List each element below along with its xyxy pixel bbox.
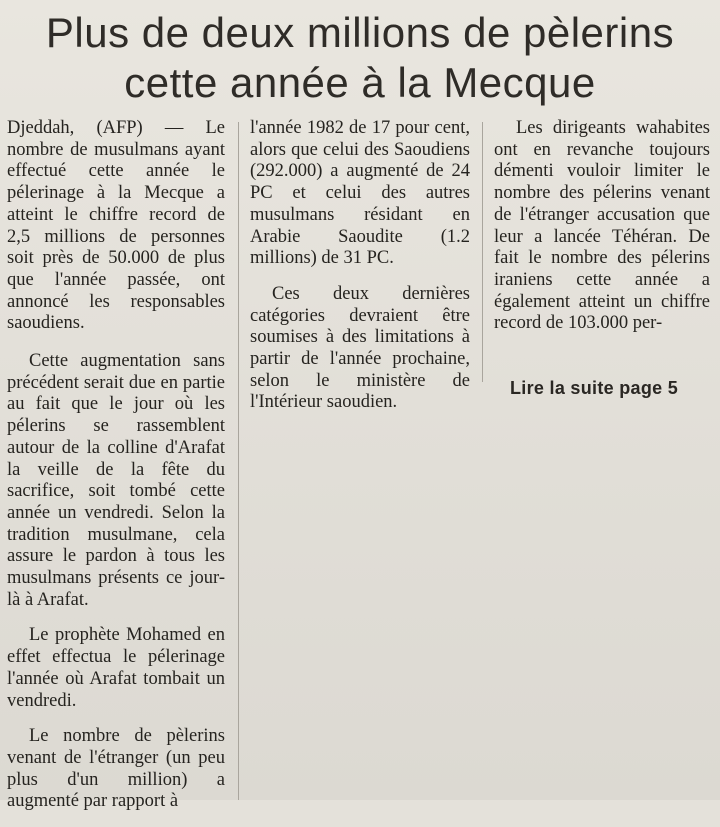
article-headline — [0, 8, 720, 108]
paragraph: l'année 1982 de 17 pour cent, alors que celui des Saoudiens (292.000) a augmenté de 24 PC et celui des autres musulmans résidant en Arabie Saoudite (1.2 millions) de 31 PC. — [250, 118, 470, 269]
column-divider — [482, 122, 483, 382]
headline-line-2: cette année à la Mecque — [124, 59, 596, 106]
article-column-2 — [250, 118, 470, 428]
article-column-3 — [494, 118, 710, 349]
continued-on-page-link[interactable]: Lire la suite page 5 — [510, 378, 679, 398]
paragraph: Le prophète Mohamed en effet effectua le pélerinage l'année où Arafat tombait un vendredi. — [7, 625, 225, 711]
paragraph: Ces deux dernières catégories devraient être soumises à des limitations à partir de l'année prochaine, selon le ministère de l'Intérieur saoudien. — [250, 283, 470, 413]
column-divider — [238, 122, 239, 800]
paragraph: Le nombre de pèlerins venant de l'étranger (un peu plus d'un million) a augmenté par rapport à — [7, 726, 225, 812]
paragraph: Cette augmentation sans précédent serait due en partie au fait que le jour où les pélerins se rassemblent autour de la colline d'Arafat la veille de la fête du sacrifice, soit tombé cette année un vendredi. Selon la tradition musulmane, cela assure le pardon à tous les musulmans présents ce jour-là à Arafat. — [7, 351, 225, 610]
headline-line-1: Plus de deux millions de pèlerins — [45, 9, 675, 56]
paragraph: Les dirigeants wahabites ont en revanche toujours démenti vouloir limiter le nombre des pélerins venant de l'étranger accusation que leur a lancée Téhéran. De fait le nombre des pélerins iraniens cette année a également atteint un chiffre record de 103.000 per- — [494, 118, 710, 334]
paragraph: Djeddah, (AFP) — Le nombre de musulmans ayant effectué cette année le pélerinage à la Mecque a atteint le chiffre record de 2,5 millions de personnes soit près de 50.000 de plus que l'année passée, ont annoncé les responsables saoudiens. — [7, 118, 225, 334]
article-column-1 — [7, 118, 225, 827]
